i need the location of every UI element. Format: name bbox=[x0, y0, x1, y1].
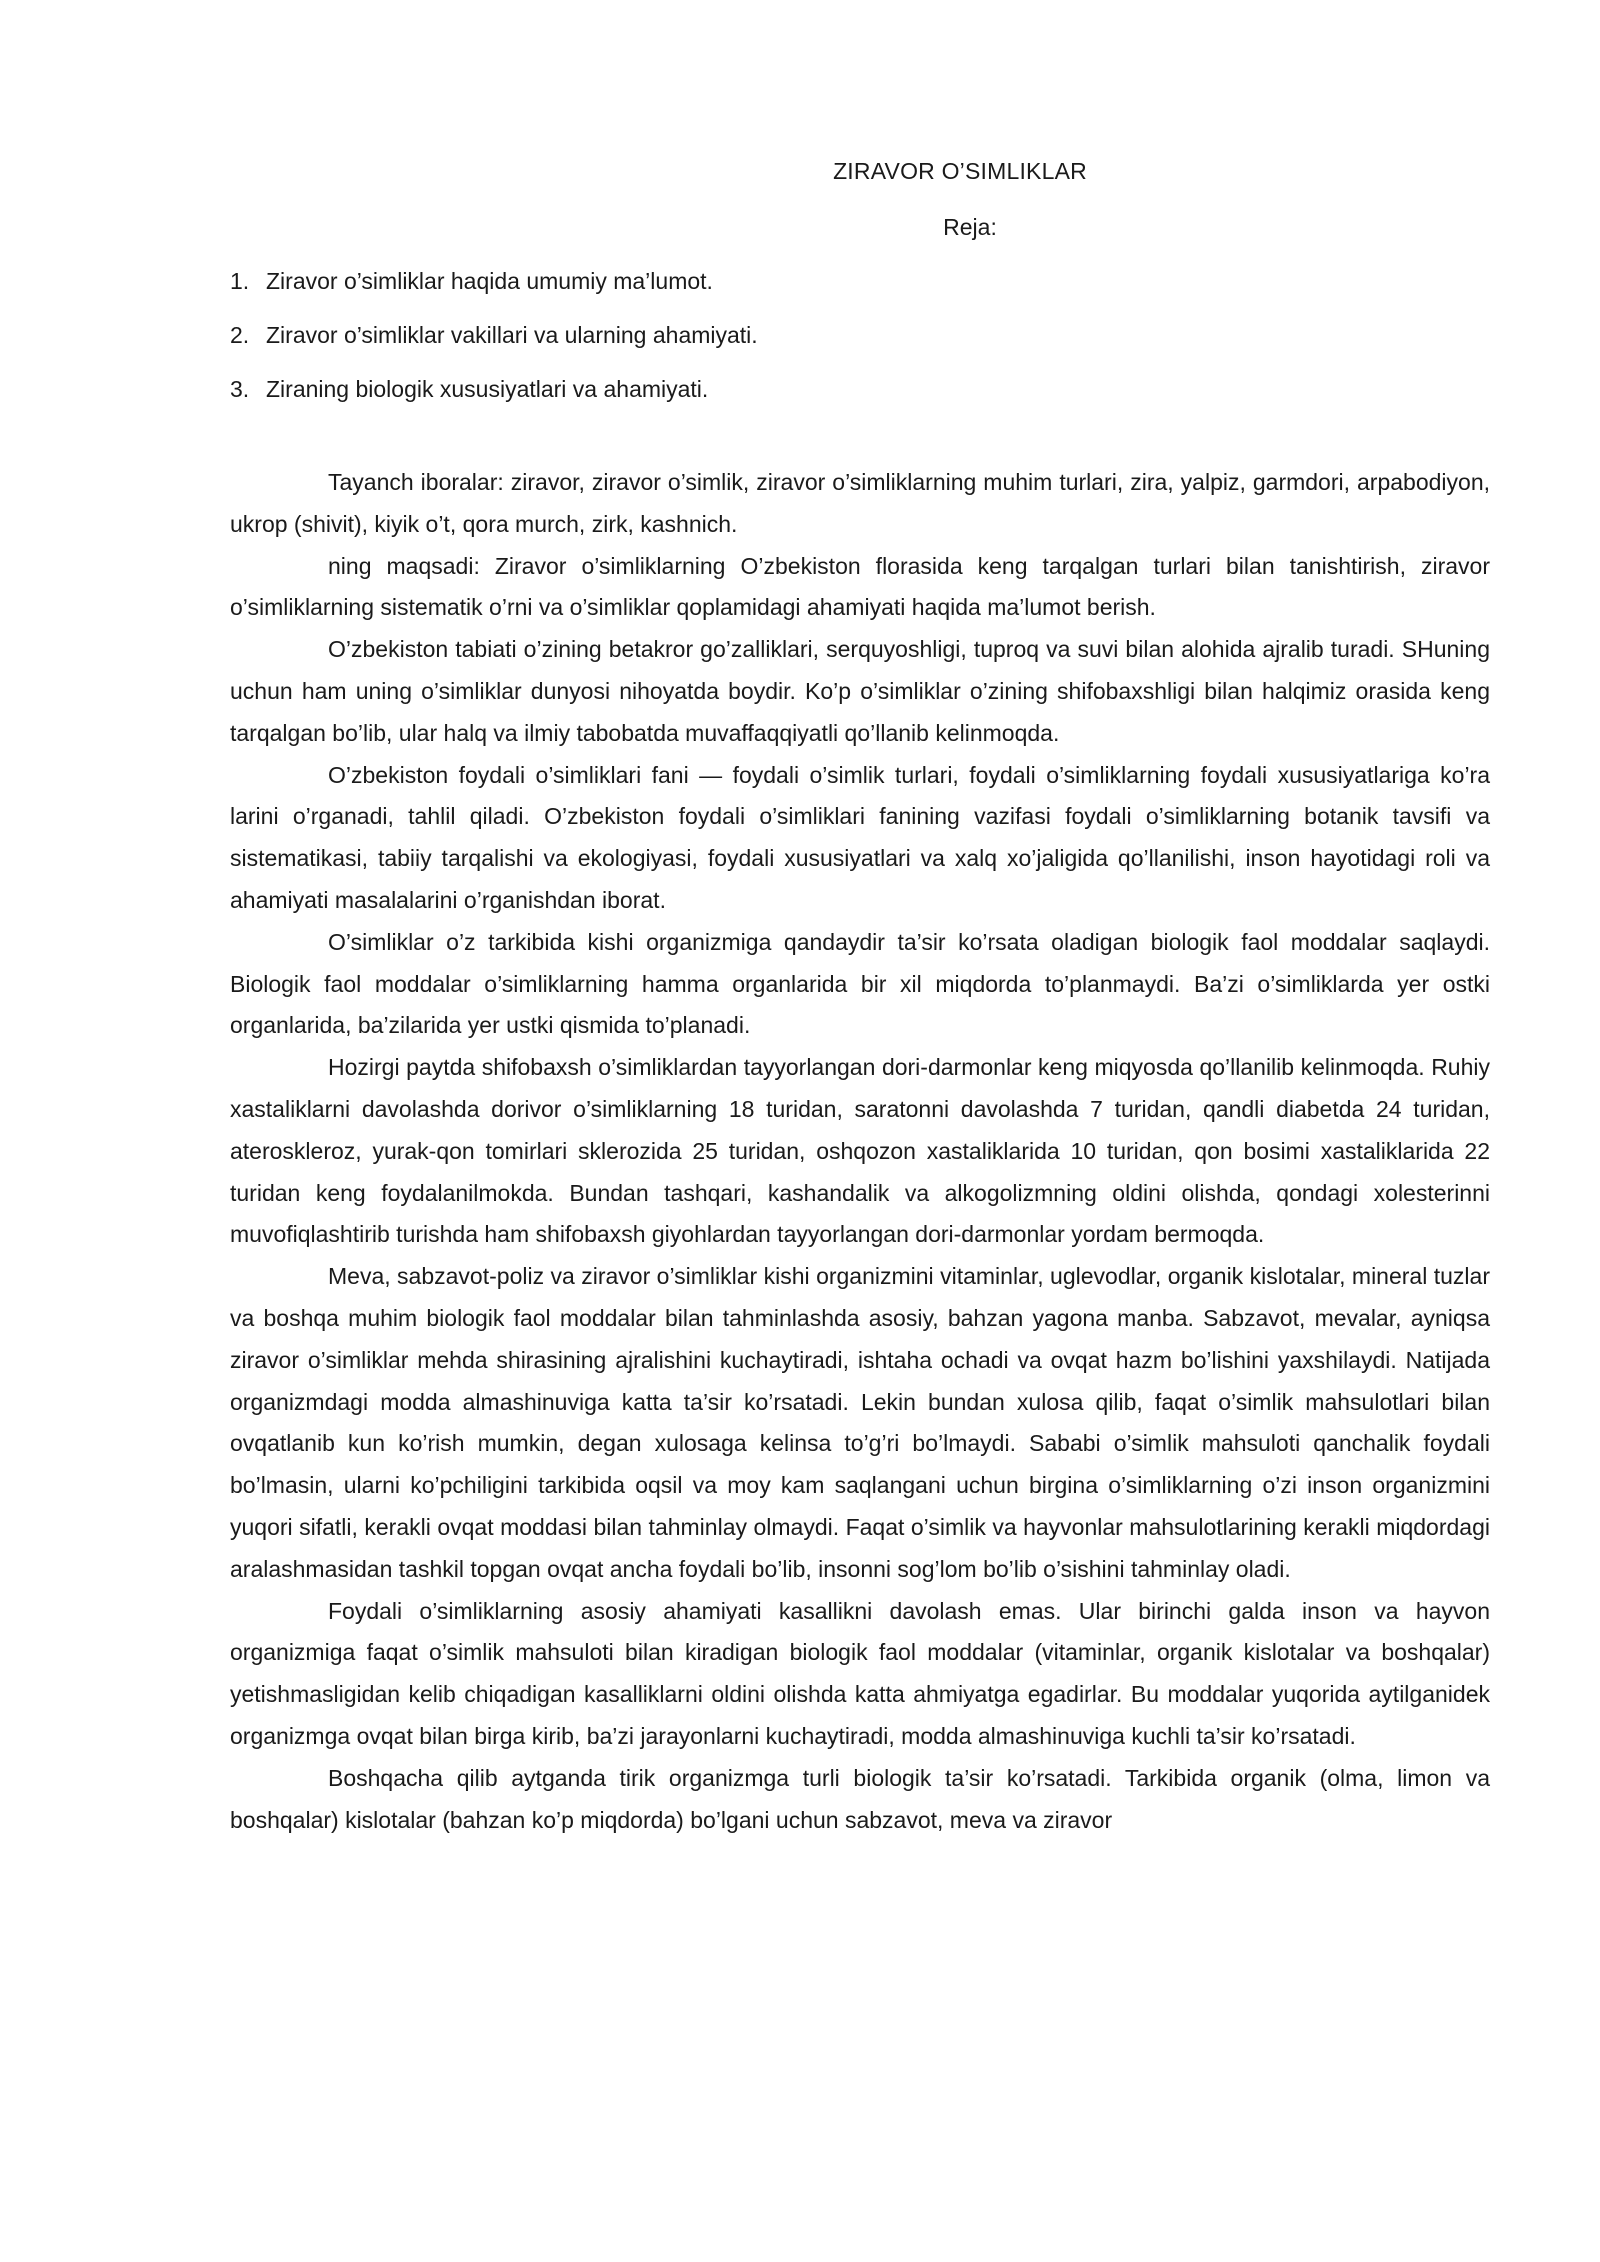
body-paragraph: Boshqacha qilib aytganda tirik organizmga turli biologik ta’sir ko’rsatadi. Tarkibida organik (olma, limon va boshqalar) kislotalar (bahzan ko’p miqdorda) bo’lgani uchun sabzavot, meva va ziravor bbox=[230, 1764, 1490, 1833]
plan-item bbox=[230, 314, 1490, 356]
plan-list bbox=[230, 260, 1490, 410]
plan-item-text: Ziravor o’simliklar haqida umumiy ma’lumot. bbox=[266, 268, 713, 294]
document-title: ZIRAVOR O’SIMLIKLAR bbox=[833, 158, 1087, 184]
body-paragraph: Meva, sabzavot-poliz va ziravor o’simliklar kishi organizmini vitaminlar, uglevodlar, organik kislotalar, mineral tuzlar va boshqa muhim biologik faol moddalar bilan tahminlashda asosiy, bahzan yagona manba. Sabzavot, mevalar, ayniqsa ziravor o’simliklar mehda shirasining ajralishini kuchaytiradi, ishtaha ochadi va ovqat hazm bo’lishini yaxshilaydi. Natijada organizmdagi modda almashinuviga katta ta’sir ko’rsatadi. Lekin bundan xulosa qilib, faqat o’simlik mahsulotlari bilan ovqatlanib kun ko’rish mumkin, degan xulosaga kelinsa to’g’ri bo’lmaydi. Sababi o’simlik mahsuloti qanchalik foydali bo’lmasin, ularni ko’pchiligini tarkibida oqsil va moy kam saqlangani uchun birgina o’simliklarning o’zi inson organizmini yuqori sifatli, kerakli ovqat moddasi bilan tahminlay olmaydi. Faqat o’simlik va hayvonlar mahsulotlarining kerakli miqdordagi aralashmasidan tashkil topgan ovqat ancha foydali bo’lib, insonni sog’lom bo’lib o’sishini tahminlay oladi. bbox=[230, 1263, 1490, 1582]
plan-item-text: Ziraning biologik xususiyatlari va ahamiyati. bbox=[266, 376, 709, 402]
keywords-paragraph: Tayanch iboralar: ziravor, ziravor o’simlik, ziravor o’simliklarning muhim turlari, zira, yalpiz, garmdori, arpabodiyon, ukrop (shivit), kiyik o’t, qora murch, zirk, kashnich. bbox=[230, 469, 1490, 537]
body-paragraph: O’simliklar o’z tarkibida kishi organizmiga qandaydir ta’sir ko’rsata oladigan biologik faol moddalar saqlaydi. Biologik faol moddalar o’simliklarning hamma organlarida bir xil miqdorda to’planmaydi. Ba’zi o’simliklarda yer ostki organlarida, ba’zilarida yer ustki qismida to’planadi. bbox=[230, 928, 1490, 1039]
plan-item-number: 2. bbox=[230, 322, 250, 348]
body-paragraph: O’zbekiston tabiati o’zining betakror go’zalliklari, serquyoshligi, tuproq va suvi bilan alohida ajralib turadi. SHuning uchun ham uning o’simliklar dunyosi nihoyatda boydir. Ko’p o’simliklar o’zining shifobaxshligi bilan halqimiz orasida keng tarqalgan bo’lib, ular halq va ilmiy tabobatda muvaffaqqiyatli qo’llanib kelinmoqda. bbox=[230, 636, 1490, 746]
plan-heading: Reja: bbox=[943, 214, 997, 240]
body-paragraph: O’zbekiston foydali o’simliklari fani — foydali o’simlik turlari, foydali o’simliklarning foydali xususiyatlariga ko’ra larini o’rganadi, tahlil qiladi. O’zbekiston foydali o’simliklari fanining vazifasi foydali o’simliklarning botanik tavsifi va sistematikasi, tabiiy tarqalishi va ekologiyasi, foydali xususiyatlari va xalq xo’jaligida qo’llanilishi, inson hayotidagi roli va ahamiyati masalalarini o’rganishdan iborat. bbox=[230, 761, 1490, 913]
plan-item bbox=[230, 368, 1490, 410]
plan-item-number: 3. bbox=[230, 376, 250, 402]
body-paragraph: Hozirgi paytda shifobaxsh o’simliklardan tayyorlangan dori-darmonlar keng miqyosda qo’llanilib kelinmoqda. Ruhiy xastaliklarni davolashda dorivor o’simliklarning 18 turidan, saratonni davolashda 7 turidan, qandli diabetda 24 turidan, ateroskleroz, yurak-qon tomirlari sklerozida 25 turidan, oshqozon xastaliklarida 10 turidan, qon bosimi xastaliklarida 22 turidan keng foydalanilmokda. Bundan tashqari, kashandalik va alkogolizmning oldini olishda, qondagi xolesterinni muvofiqlashtirib turishda ham shifobaxsh giyohlardan tayyorlangan dori-darmonlar yordam bermoqda. bbox=[230, 1054, 1490, 1248]
plan-item-text: Ziravor o’simliklar vakillari va ularning ahamiyati. bbox=[266, 322, 758, 348]
plan-item bbox=[230, 260, 1490, 302]
spacer bbox=[230, 422, 1490, 462]
document-page bbox=[230, 150, 1490, 1841]
plan-item-number: 1. bbox=[230, 268, 250, 294]
goal-paragraph: ning maqsadi: Ziravor o’simliklarning O’zbekiston florasida keng tarqalgan turlari bilan tanishtirish, ziravor o’simliklarning sistematik o’rni va o’simliklar qoplamidagi ahamiyati haqida ma’lumot berish. bbox=[230, 552, 1490, 621]
body-paragraph: Foydali o’simliklarning asosiy ahamiyati kasallikni davolash emas. Ular birinchi galda inson va hayvon organizmiga faqat o’simlik mahsuloti bilan kiradigan biologik faol moddalar (vitaminlar, organik kislotalar va boshqalar) yetishmasligidan kelib chiqadigan kasalliklarni oldini olishda katta ahmiyatga egadirlar. Bu moddalar yuqorida aytilganidek organizmga ovqat bilan birga kirib, ba’zi jarayonlarni kuchaytiradi, modda almashinuviga kuchli ta’sir ko’rsatadi. bbox=[230, 1597, 1490, 1749]
